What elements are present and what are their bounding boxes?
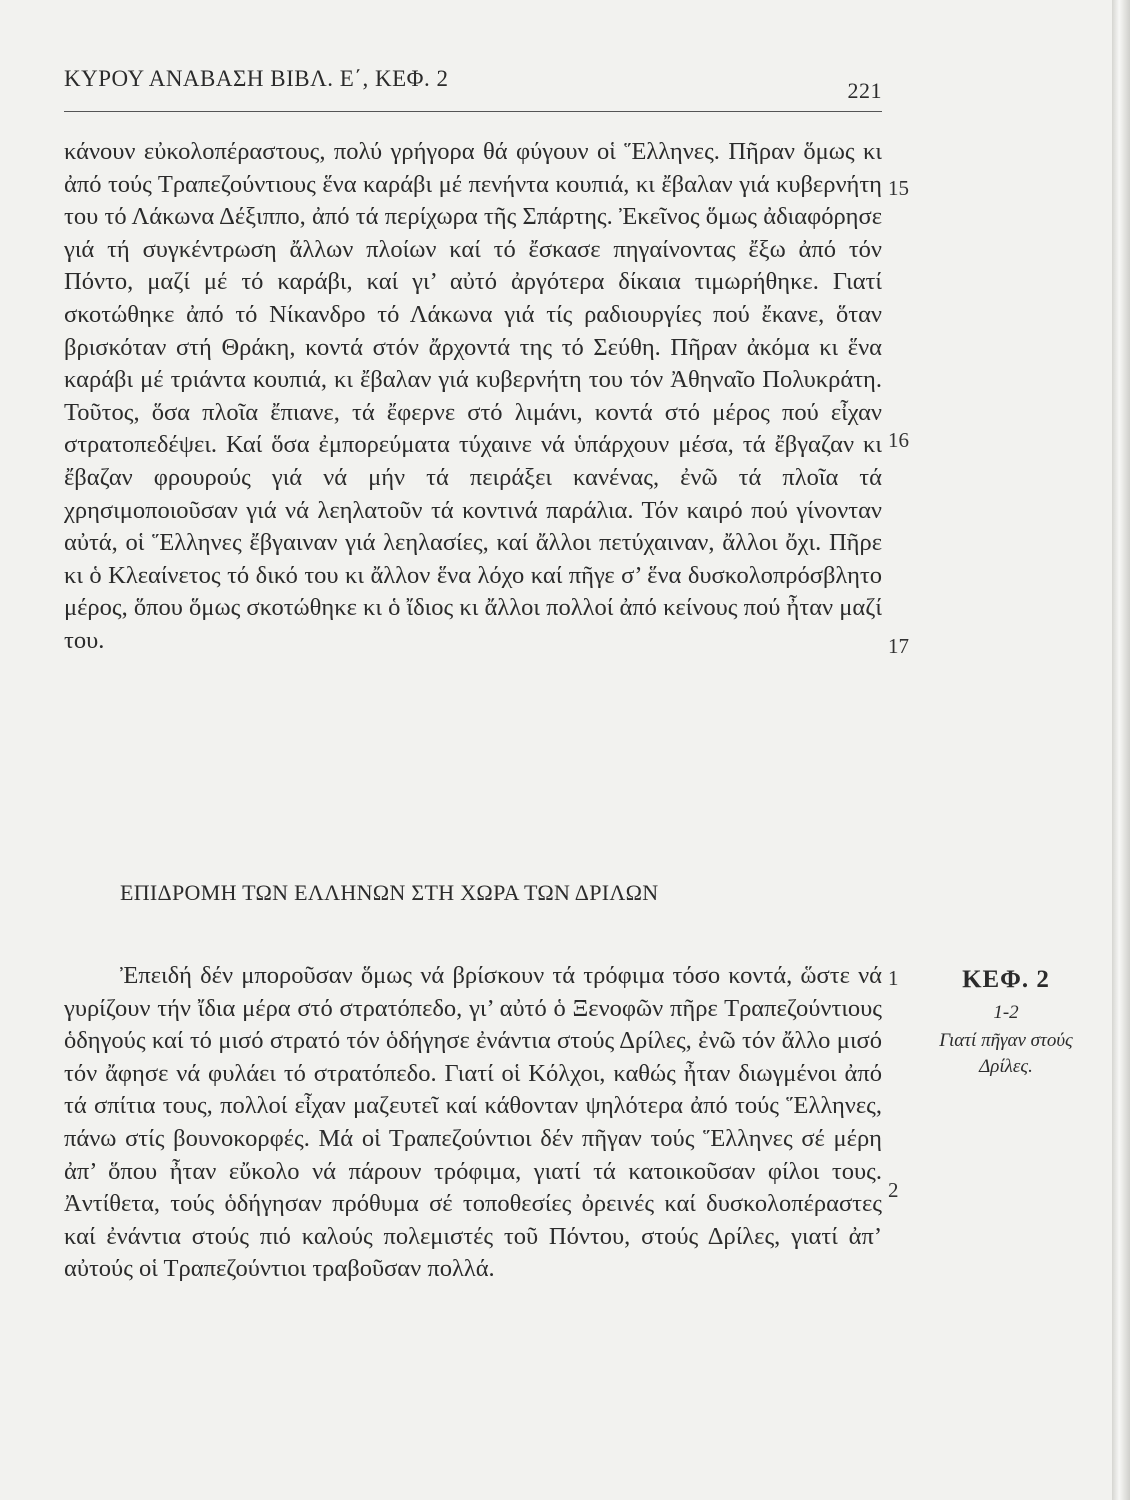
margin-section-number: 15 [888,176,909,200]
paragraph: Ἐπειδή δέν μποροῦσαν ὅμως νά βρίσκουν τά τρόφιμα τόσο κοντά, ὥστε νά γυρίζουν τήν ἴδια μέρα στό στρατόπεδο, γι’ αὐτό ὁ Ξενοφῶν πῆρε Τραπεζούντιους ὁδηγούς καί τό μισό στρατό τόν ὁδήγησε ἐνάντια στούς Δρίλες, ἐνῶ τόν ἄλλο μισό τόν ἄφησε νά φυλάει τό στρατόπεδο. Γιατί οἱ Κόλχοι, καθώς ἦταν διωγμένοι ἀπό τά σπίτια τους, πολλοί εἶχαν μαζευτεῖ καί κάθονταν ψηλότερα ἀπό τούς Ἕλληνες, πάνω στίς βουνοκορφές. Μά οἱ Τραπεζούντιοι δέν πῆγαν τούς Ἕλληνες σέ μέρη ἀπ’ ὅπου ἦταν εὔκολο νά πάρουν τρόφιμα, γιατί τά κατοικοῦσαν φίλοι τους. Ἀντίθετα, τούς ὁδήγησαν πρόθυμα σέ τοποθεσίες ὀρεινές καί δυσκολοπέραστες καί ἐνάντια στούς πιό καλούς πολεμιστές τοῦ Πόντου, στούς Δρίλες, γιατί ἀπ’ αὐτούς οἱ Τραπεζούντιοι τραβοῦσαν πολλά. [64,962,882,1283]
side-note-range: 1-2 [993,1002,1019,1023]
side-note-chapter: ΚΕΦ. 2 [962,966,1050,993]
section-title: ΕΠΙΔΡΟΜΗ ΤΩΝ ΕΛΛΗΝΩΝ ΣΤΗ ΧΩΡΑ ΤΩΝ ΔΡΙΛΩΝ [120,880,659,905]
text-block-top [64,136,882,658]
margin-section-number: 1 [888,966,899,990]
running-title: ΚΥΡΟΥ ΑΝΑΒΑΣΗ ΒΙΒΛ. Ε΄, ΚΕΦ. 2 [64,66,449,91]
running-header [64,66,882,103]
margin-section-number: 2 [888,1178,899,1202]
header-rule [64,111,882,112]
paragraph: κάνουν εὐκολοπέραστους, πολύ γρήγορα θά φύγουν οἱ Ἕλληνες. Πῆραν ὅμως κι ἀπό τούς Τραπεζούντιους ἕνα καράβι μέ πενήντα κουπιά, κι ἔβαλαν γιά κυβερνήτη του τό Λάκωνα Δέξιππο, ἀπό τά περίχωρα τῆς Σπάρτης. Ἐκεῖνος ὅμως ἀδιαφόρησε γιά τή συγκέντρωση ἄλλων πλοίων καί τό ἔσκασε πηγαίνοντας ἔξω ἀπό τόν Πόντο, μαζί μέ τό καράβι, καί γι’ αὐτό ἀργότερα δίκαια τιμωρήθηκε. Γιατί σκοτώθηκε ἀπό τό Νίκανδρο τό Λάκωνα γιά τίς ραδιουργίες πού ἔκανε, ὅταν βρισκόταν στή Θράκη, κοντά στόν ἄρχοντά της τό Σεύθη. Πῆραν ἀκόμα κι ἕνα καράβι μέ τριάντα κουπιά, κι ἔβαλαν γιά κυβερνήτη του τόν Ἀθηναῖο Πολυκράτη. Τοῦτος, ὅσα πλοῖα ἔπιανε, τά ἔφερνε στό λιμάνι, κοντά στό μέρος πού εἶχαν στρατοπεδέψει. Καί ὅσα ἐμπορεύματα τύχαινε νά ὑπάρχουν μέσα, τά ἔβγαζαν κι ἔβαζαν φρουρούς γιά νά μήν τά πειράξει κανένας, ἐνῶ τά πλοῖα τά χρησιμοποιοῦσαν γιά νά λεηλατοῦν τά κοντινά παράλια. Τόν καιρό πού γίνονταν αὐτά, οἱ Ἕλληνες ἔβγαιναν γιά λεηλασίες, καί ἄλλοι πετύχαιναν, ἄλλοι ὄχι. Πῆρε κι ὁ Κλεαίνετος τό δικό του κι ἄλλον ἕνα λόχο καί πῆγε σ’ ἕνα δυσκολοπρόσβλητο μέρος, ὅπου ὅμως σκοτώθηκε κι ὁ ἴδιος κι ἄλλοι πολλοί ἀπό κείνους πού ἦταν μαζί του. [64,138,882,654]
margin-section-number: 17 [888,634,909,658]
text-block-bottom [64,960,882,1286]
page-number: 221 [847,78,882,103]
side-note [920,966,1092,1080]
page-edge [1112,0,1130,1500]
margin-section-number: 16 [888,428,909,452]
side-note-caption: Γιατί πῆγαν στούς Δρίλες. [939,1030,1073,1077]
